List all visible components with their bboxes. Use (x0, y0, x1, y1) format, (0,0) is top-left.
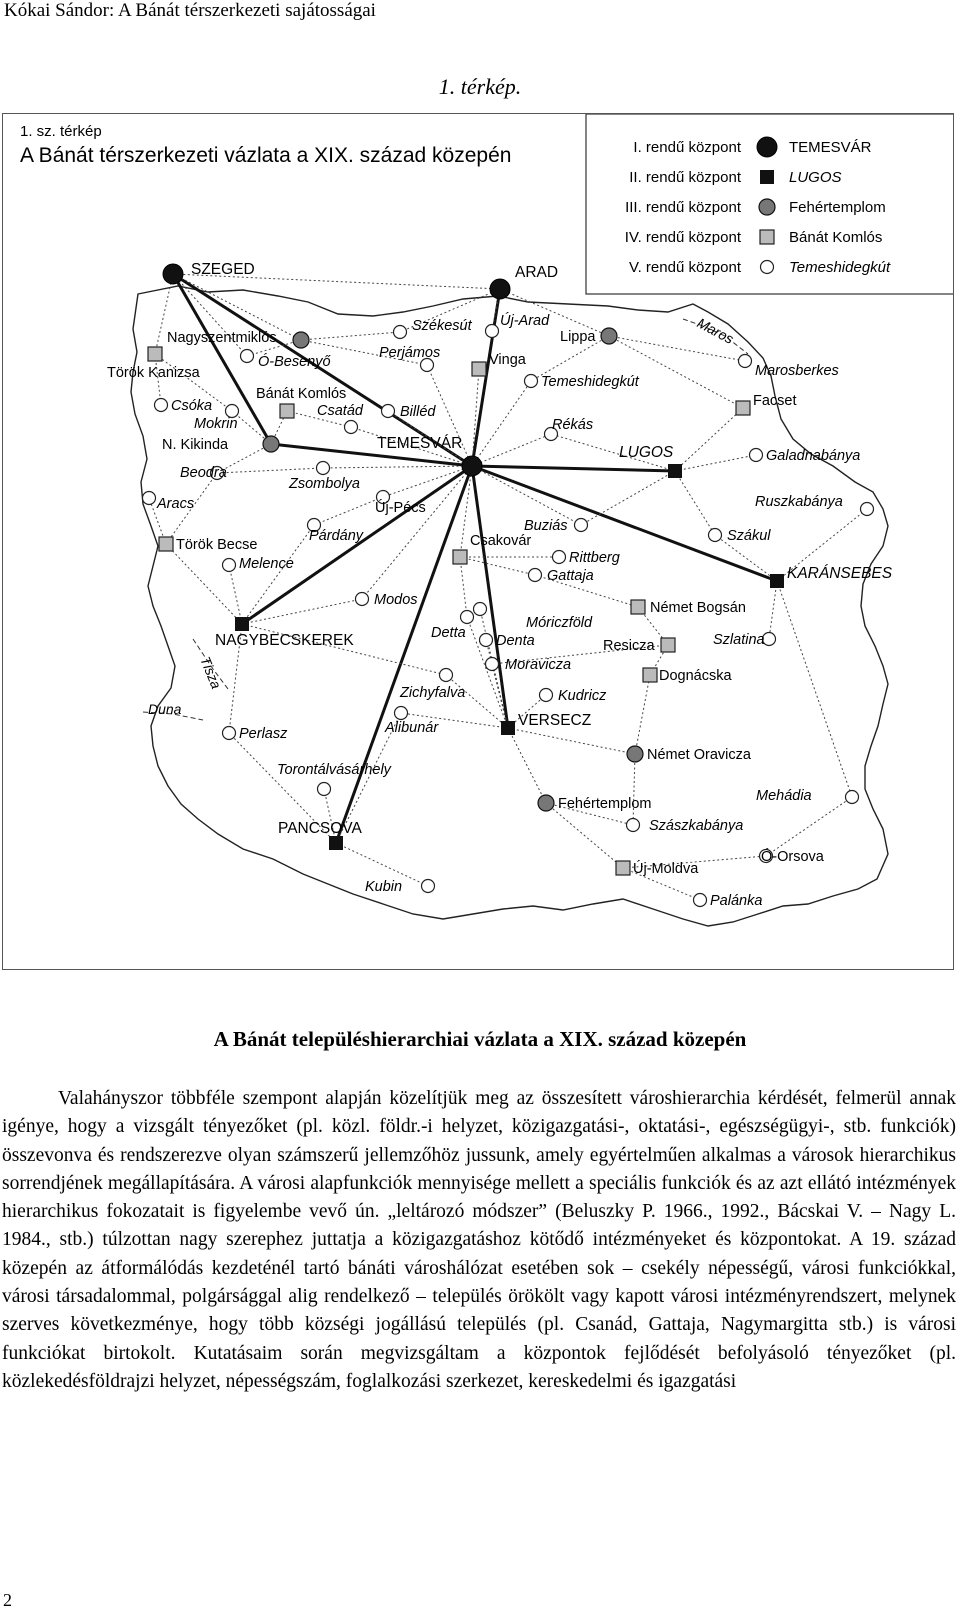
place-label: Bánát Komlós (256, 386, 347, 402)
place-ruszkabanya (755, 494, 874, 516)
place-nemet-oravicza (627, 746, 752, 763)
place-label: Rékás (552, 417, 594, 433)
place-temesvar (377, 435, 482, 476)
legend-symbol-gray-square (760, 230, 774, 244)
place-label: NAGYBECSKEREK (215, 632, 354, 649)
place-symbol-rank-5 (694, 894, 707, 907)
place-billed (382, 404, 437, 420)
place-label: Mokrin (194, 416, 238, 432)
legend-rank-1: I. rendű központ (633, 139, 741, 156)
running-header: Kókai Sándor: A Bánát térszerkezeti sajátosságai (4, 0, 376, 21)
link-secondary (769, 581, 777, 639)
place-symbol-rank-2 (770, 574, 784, 588)
place-nagybecskerek (215, 617, 354, 649)
place-label: Melence (239, 556, 294, 572)
region-boundary (131, 286, 888, 926)
river-tisza: Tisza (197, 654, 225, 692)
place-label: Torontálvásárhely (277, 762, 391, 778)
link-secondary (675, 471, 715, 535)
link-secondary (472, 381, 531, 466)
place-symbol-rank-5 (480, 634, 493, 647)
map-figure (2, 113, 954, 970)
place-label: Buziás (524, 518, 568, 534)
place-label: Szlatina (713, 632, 765, 648)
place-label: Moravicza (505, 657, 572, 673)
place-label: Marosberkes (755, 363, 839, 379)
place-torok-kanizsa (107, 347, 201, 381)
legend-rank-3: III. rendű központ (625, 199, 741, 216)
map-title: A Bánát térszerkezeti vázlata a XIX. század közepén (20, 144, 512, 167)
link-secondary (635, 675, 650, 754)
map-svg (3, 114, 954, 970)
place-symbol-rank-2 (235, 617, 249, 631)
place-rittberg (553, 550, 620, 566)
place-karansebes (770, 565, 893, 588)
place-detta (431, 611, 474, 642)
place-symbol-rank-5 (422, 880, 435, 893)
place-label: Móriczföld (526, 615, 593, 631)
place-gattaja (529, 568, 594, 584)
place-versecz (501, 712, 591, 735)
place-zichyfalva (399, 669, 465, 702)
link-secondary (777, 581, 852, 797)
legend-symbol-gray-circle (759, 199, 775, 215)
place-lugos (619, 444, 682, 478)
place-label: Német Bogsán (650, 600, 746, 616)
place-symbol-rank-2 (501, 721, 515, 735)
link-secondary (633, 754, 635, 825)
place-temeshidegkut (525, 374, 640, 390)
place-n-kikinda (162, 436, 279, 453)
place-symbol-rank-4 (736, 401, 750, 415)
figure-caption: A Bánát településhierarchiai vázlata a XIX. század közepén (213, 1027, 747, 1051)
place-label: Alibunár (385, 720, 439, 736)
place-symbol-rank-5 (750, 449, 763, 462)
place-symbol-rank-4 (616, 861, 630, 875)
place-symbol-rank-3 (627, 746, 643, 762)
place-kudricz (540, 688, 608, 704)
link-secondary (766, 797, 852, 856)
place-perjamos (379, 345, 440, 372)
place-label: Csatád (317, 403, 363, 419)
place-label: Kubin (365, 879, 403, 895)
place-label: KARÁNSEBES (787, 565, 893, 582)
place-label: TEMESVÁR (377, 435, 463, 452)
place-kubin (365, 879, 435, 895)
link-secondary (323, 466, 472, 468)
place-label: Kudricz (558, 688, 607, 704)
place-symbol-rank-5 (382, 405, 395, 418)
place-symbol-rank-5 (627, 819, 640, 832)
place-label: Székesút (412, 318, 472, 334)
place-symbol-rank-5 (846, 791, 859, 804)
place-nemet-bogsan (631, 600, 746, 616)
place-symbol-rank-5 (529, 569, 542, 582)
place-label: Palánka (710, 893, 763, 909)
place-label: Új-Arad (500, 313, 550, 329)
link-secondary (166, 544, 242, 624)
place-symbol-rank-3 (293, 332, 309, 348)
place-symbol-rank-5 (223, 727, 236, 740)
place-symbol-rank-5 (143, 492, 156, 505)
place-szekesut (394, 318, 473, 339)
place-csatad (317, 403, 364, 434)
map-label: 1. sz. térkép (20, 123, 102, 140)
link-secondary (460, 557, 467, 617)
place-label: Aracs (157, 496, 195, 512)
place-symbol-rank-2 (668, 464, 682, 478)
place-symbol-rank-5 (317, 462, 330, 475)
link-secondary (472, 434, 551, 466)
place-symbol-rank-4 (472, 362, 486, 376)
place-symbol-rank-5 (709, 529, 722, 542)
place-label: Modos (374, 592, 418, 608)
place-symbol-rank-3 (538, 795, 554, 811)
place-symbol-rank-5 (739, 355, 752, 368)
link-secondary (508, 728, 546, 803)
place-symbol-rank-5 (575, 519, 588, 532)
link-secondary (472, 466, 581, 525)
place-label: Zsombolya (289, 476, 360, 492)
place-arad (490, 264, 558, 299)
place-label: Szákul (727, 528, 771, 544)
place-label: Billéd (400, 404, 436, 420)
place-torontalvasarhely (277, 762, 392, 796)
place-aracs (143, 492, 195, 513)
place-symbol-rank-5 (395, 707, 408, 720)
place-symbol-rank-1 (163, 264, 183, 284)
place-symbol-rank-5 (345, 421, 358, 434)
place-symbol-rank-4 (148, 347, 162, 361)
place-melence (223, 556, 294, 572)
legend (586, 114, 954, 294)
link-primary (472, 466, 675, 471)
link-secondary (508, 728, 635, 754)
place-buzias (524, 518, 588, 534)
river-duna: Duna (148, 701, 182, 717)
river-maros: Maros (694, 314, 737, 347)
place-mehadia (756, 788, 859, 804)
place-label: Párdány (309, 528, 364, 544)
place-symbol-rank-5 (394, 326, 407, 339)
link-secondary (675, 455, 756, 471)
place-palanka (694, 893, 763, 909)
place-label: Gattaja (547, 568, 594, 584)
place-symbol-rank-5 (474, 603, 487, 616)
place-szaszkabanya (627, 818, 744, 834)
place-symbol-rank-1 (462, 456, 482, 476)
place-label: Szászkabánya (649, 818, 744, 834)
place-symbol-rank-3 (263, 436, 279, 452)
place-symbol-rank-4 (280, 404, 294, 418)
link-secondary (675, 408, 743, 471)
map-caption: 1. térkép. (438, 74, 522, 99)
place-symbol-rank-5 (241, 350, 254, 363)
link-secondary (460, 557, 535, 575)
link-secondary (383, 466, 472, 497)
place-label: Temeshidegkút (541, 374, 639, 390)
place-szeged (163, 261, 255, 284)
link-secondary (229, 565, 242, 624)
place-label: Csóka (171, 398, 213, 414)
place-symbol-rank-5 (486, 658, 499, 671)
place-symbol-rank-5 (223, 559, 236, 572)
place-label: Mehádia (756, 788, 812, 804)
link-secondary (301, 332, 400, 340)
place-symbol-rank-4 (661, 638, 675, 652)
place-label: ARAD (515, 264, 559, 281)
place-symbol-rank-4 (159, 537, 173, 551)
place-label: Perjámos (379, 345, 441, 361)
link-secondary (546, 803, 623, 868)
link-secondary (609, 336, 743, 408)
link-secondary (362, 466, 472, 599)
place-fehertemplom (538, 795, 651, 812)
place-denta (480, 633, 535, 649)
place-label: Zichyfalva (400, 685, 466, 701)
place-label: Vinga (489, 352, 526, 368)
place-symbol-rank-5 (553, 551, 566, 564)
place-label: Új-Pécs (375, 500, 426, 516)
place-perlasz (223, 726, 289, 742)
place-label: N. Kikinda (162, 437, 229, 453)
place-o-orsova (760, 848, 825, 865)
place-zsombolya (288, 462, 360, 493)
place-galadnabanya (750, 448, 861, 464)
legend-example-banat-komlos: Bánát Komlós (789, 229, 883, 246)
place-label: Beodra (180, 465, 227, 481)
legend-symbol-white-circle (761, 261, 774, 274)
place-label: Török Becse (176, 537, 258, 553)
legend-rank-5: V. rendű központ (628, 259, 741, 276)
place-pancsova (278, 820, 362, 850)
place-uj-moldva (616, 860, 699, 877)
place-label: Lippa (560, 329, 596, 345)
place-alibunar (384, 707, 439, 737)
place-csoka (155, 398, 213, 414)
place-torok-becse (159, 537, 257, 553)
place-label: Resicza (603, 638, 655, 654)
place-marosberkes (739, 355, 839, 380)
place-label: Új-Moldva (633, 861, 699, 877)
place-symbol-rank-2 (329, 836, 343, 850)
link-primary (472, 289, 500, 466)
place-symbol-rank-4 (631, 600, 645, 614)
place-symbol-rank-5 (486, 325, 499, 338)
place-csakovar (453, 533, 531, 564)
legend-symbol-black-square (760, 170, 774, 184)
place-label: Ruszkabánya (755, 494, 843, 510)
legend-rank-2: II. rendű központ (629, 169, 741, 186)
place-dognacska (643, 668, 732, 684)
place-o-besenyo (241, 350, 332, 371)
place-label: Török Kanizsa (107, 365, 200, 381)
place-label: Ó-Orsova (761, 849, 824, 865)
place-label: Rittberg (569, 550, 620, 566)
body-paragraph: Valahányszor többféle szempont alapján közelítjük meg az összesített városhierarchia kérdését, felmerül annak igénye, hogy a vizsgált tényezőket (pl. közl. földr.-i helyzet, közigazgatási-, oktatási-, egészségügyi-, stb. funkciók) összevonva és rendszerezve olyan számszerű jellemzőhöz jussunk, amely egyértelműen alkalmas a városok hierarchikus sorrendjének megállapítására. A városi alapfunkciók mennyisége mellett a speciális funkciók és az azt ellátó intézmények hierarchikus fokozatait is figyelembe vevő ún. „leltározó módszer” (Beluszky P. 1966., 1992., Bácskai V. – Nagy L. 1984., stb.) túlzottan nagy szerephez juttatja a közigazgatáshoz kötődő intézményeket és központokat. A 19. század közepén az átformálódás kezdeténél tartó bánáti városhálózat esetében sok – csekély népességű, városi funkciókkal, városi társadalommal, polgársággal alig rendelkező – település örökölt vagy kapott városi intézményrendszert, melynek szerves következménye, hogy több községi jogállású település (pl. Csanád, Gattaja, Nagymargitta stb.) is városi funkciókat birtokolt. Kutatásaim során megvizsgáltam a központok fejlődését befolyásoló tényezőket (pl. közlekedésföldrajzi helyzet, népességszám, foglalkozási szerkezet, kereskedelmi és igazgatási (2, 1088, 956, 1392)
place-label: Fehértemplom (558, 796, 652, 812)
place-szlatina (713, 632, 776, 648)
place-beodra (180, 465, 227, 481)
place-symbol-rank-5 (461, 611, 474, 624)
place-uj-pecs (375, 491, 426, 517)
place-resicza (603, 638, 675, 654)
place-facset (736, 393, 797, 415)
place-symbol-rank-5 (440, 669, 453, 682)
place-label: PANCSOVA (278, 820, 362, 837)
place-modos (356, 592, 418, 608)
place-symbol-rank-3 (601, 328, 617, 344)
place-symbol-rank-5 (155, 399, 168, 412)
place-label: Dognácska (659, 668, 732, 684)
place-lippa (560, 328, 617, 345)
places (107, 261, 893, 909)
page-number: 2 (3, 1590, 12, 1610)
place-symbol-rank-5 (540, 689, 553, 702)
place-label: Nagyszentmiklós (167, 330, 277, 346)
place-nagyszentmiklos (167, 330, 309, 348)
place-symbol-rank-5 (861, 503, 874, 516)
rivers (143, 315, 748, 720)
place-label: Perlasz (239, 726, 288, 742)
legend-example-fehertemplom: Fehértemplom (789, 199, 886, 216)
place-vinga (472, 352, 527, 376)
place-label: Galadnabánya (766, 448, 861, 464)
place-label: Ó-Besenyő (258, 354, 331, 370)
link-secondary (217, 468, 323, 473)
legend-example-lugos: LUGOS (789, 169, 842, 186)
place-symbol-rank-5 (525, 375, 538, 388)
place-label: LUGOS (619, 444, 674, 461)
place-szakul (709, 528, 772, 544)
link-primary (472, 466, 508, 728)
legend-example-temeshidegkut: Temeshidegkút (789, 259, 891, 276)
place-symbol-rank-1 (490, 279, 510, 299)
place-symbol-rank-5 (356, 593, 369, 606)
place-label: Denta (496, 633, 535, 649)
place-pardany (308, 519, 364, 545)
link-primary (472, 466, 777, 581)
place-label: Detta (431, 625, 466, 641)
link-primary (336, 466, 472, 843)
place-label: VERSECZ (518, 712, 592, 729)
link-secondary (314, 497, 383, 525)
place-label: SZEGED (191, 261, 255, 278)
legend-rank-4: IV. rendű központ (624, 229, 741, 246)
place-label: Német Oravicza (647, 747, 751, 763)
place-symbol-rank-5 (318, 783, 331, 796)
place-symbol-rank-4 (643, 668, 657, 682)
place-symbol-rank-4 (453, 550, 467, 564)
link-secondary (581, 471, 675, 525)
place-label: Csakovár (470, 533, 532, 549)
place-rekas (545, 417, 594, 441)
legend-symbol-large-black-circle (757, 137, 777, 157)
place-label: Facset (753, 393, 797, 409)
legend-example-temesvar: TEMESVÁR (789, 139, 872, 156)
